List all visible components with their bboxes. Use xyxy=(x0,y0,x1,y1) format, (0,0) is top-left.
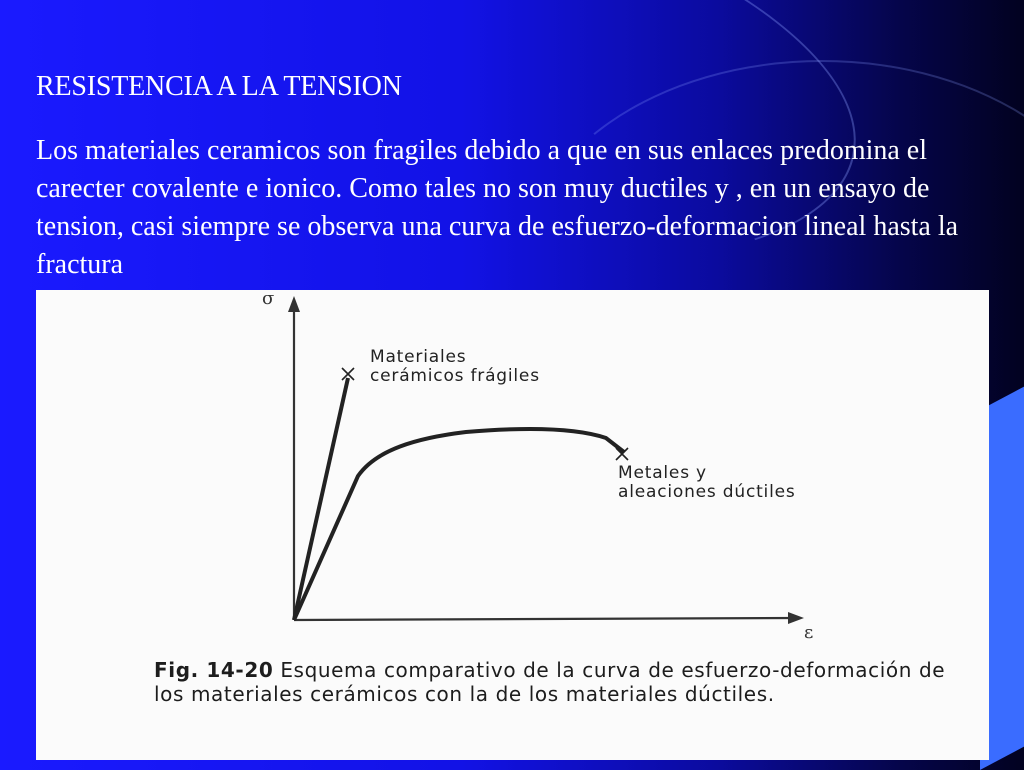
y-axis-symbol: σ xyxy=(262,290,275,309)
figure-caption xyxy=(154,658,974,706)
slide-title: RESISTENCIA A LA TENSION xyxy=(36,71,402,102)
x-axis-symbol: ε xyxy=(804,622,814,643)
metal-label xyxy=(618,464,796,502)
x-axis xyxy=(294,618,798,620)
figure-number: Fig. 14-20 xyxy=(154,658,274,682)
slide-body-text: Los materiales ceramicos son fragiles debido a que en sus enlaces predomina el carecter covalente e ionico. Como tales no son muy ductiles y , en un ensayo de tension, casi siempre se observa una curva de esfuerzo-deformacion lineal hasta la fractura xyxy=(36,135,959,280)
figure-caption-text: Esquema comparativo de la curva de esfuerzo-deformación de los materiales cerámicos con la de los materiales dúctiles. xyxy=(154,658,946,706)
metal-curve xyxy=(294,429,624,620)
y-axis-arrow xyxy=(288,296,300,312)
ceramic-curve xyxy=(294,378,348,620)
metal-label-line2: aleaciones dúctiles xyxy=(618,482,796,502)
ceramic-label xyxy=(370,348,540,386)
metal-label-line1: Metales y xyxy=(618,463,707,483)
stress-strain-figure xyxy=(36,290,989,760)
ceramic-label-line2: cerámicos frágiles xyxy=(370,366,540,386)
ceramic-label-line1: Materiales xyxy=(370,347,467,367)
x-axis-arrow xyxy=(788,612,804,624)
